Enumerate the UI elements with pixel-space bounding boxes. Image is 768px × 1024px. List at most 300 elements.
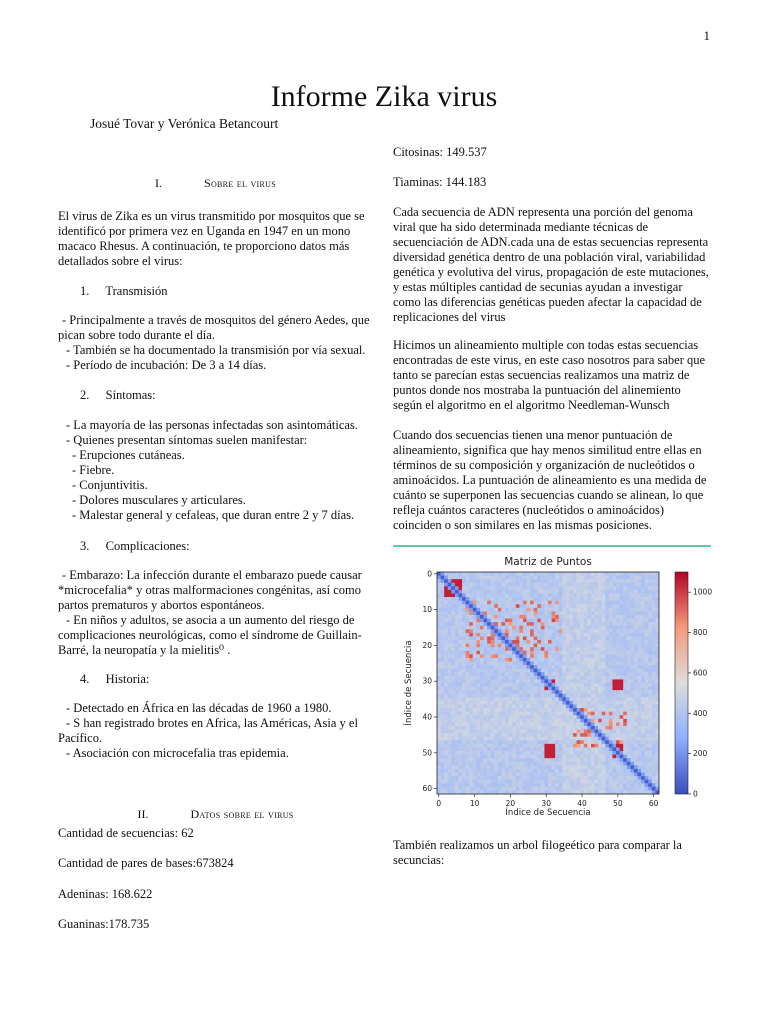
heatmap-cell [441,576,445,580]
heatmap-cell [648,586,652,590]
heatmap-cell [480,593,484,597]
heatmap-cell [494,783,498,787]
heatmap-cell [630,697,634,701]
heatmap-cell [559,687,563,691]
heatmap-cell [476,619,480,623]
heatmap-cell [491,679,495,683]
heatmap-cell [476,690,480,694]
heatmap-cell [534,726,538,730]
heatmap-cell [509,586,513,590]
heatmap-cell [638,576,642,580]
heatmap-cell [548,654,552,658]
heatmap-cell [466,644,470,648]
heatmap-cell [462,708,466,712]
heatmap-cell [473,662,477,666]
heatmap-cell [555,608,559,612]
heatmap-cell [441,604,445,608]
heatmap-cell [516,662,520,666]
heatmap-cell [652,712,656,716]
heatmap-cell [469,697,473,701]
heatmap-cell [573,701,577,705]
heatmap-cell [559,608,563,612]
heatmap-cell [491,633,495,637]
heatmap-cell [469,733,473,737]
heatmap-cell [451,701,455,705]
heatmap-cell [466,593,470,597]
heatmap-cell [491,601,495,605]
heatmap-cell [458,719,462,723]
heatmap-cell [527,579,531,583]
heatmap-cell [530,593,534,597]
heatmap-cell [634,665,638,669]
heatmap-cell [534,604,538,608]
heatmap-cell [620,608,624,612]
heatmap-cell [630,676,634,680]
heatmap-cell [537,744,541,748]
heatmap-cell [473,608,477,612]
heatmap-cell [552,615,556,619]
heatmap-cell [627,590,631,594]
heatmap-cell [541,662,545,666]
heatmap-cell [512,636,516,640]
heatmap-cell [494,669,498,673]
heatmap-cell [648,593,652,597]
heatmap-cell [627,694,631,698]
heatmap-cell [638,597,642,601]
heatmap-cell [552,773,556,777]
heatmap-cell [491,597,495,601]
heatmap-cell [448,690,452,694]
heatmap-cell [630,662,634,666]
heatmap-cell [555,694,559,698]
heatmap-cell [555,690,559,694]
heatmap-cell [652,722,656,726]
heatmap-cell [458,579,462,583]
heatmap-cell [523,787,527,791]
heatmap-cell [509,622,513,626]
heatmap-cell [501,662,505,666]
heatmap-cell [595,701,599,705]
heatmap-cell [630,608,634,612]
heatmap-cell [466,626,470,630]
heatmap-cell [441,665,445,669]
heatmap-cell [634,601,638,605]
heatmap-cell [462,633,466,637]
heatmap-cell [441,762,445,766]
heatmap-cell [652,579,656,583]
heatmap-cell [559,783,563,787]
heatmap-cell [444,572,448,576]
heatmap-cell [473,773,477,777]
heatmap-cell [455,708,459,712]
heatmap-cell [519,629,523,633]
subheading-label: Historia: [105,672,150,686]
heatmap-cell [437,640,441,644]
heatmap-cell [476,708,480,712]
heatmap-cell [491,590,495,594]
heatmap-cell [627,658,631,662]
heatmap-cell [512,619,516,623]
heatmap-cell [602,590,606,594]
heatmap-cell [498,579,502,583]
heatmap-cell [476,769,480,773]
heatmap-cell [473,658,477,662]
heatmap-cell [609,687,613,691]
heatmap-cell [598,730,602,734]
heatmap-cell [473,704,477,708]
heatmap-cell [455,722,459,726]
heatmap-cell [441,694,445,698]
heatmap-cell [591,769,595,773]
heatmap-cell [544,662,548,666]
heatmap-cell [451,633,455,637]
heatmap-cell [652,787,656,791]
heatmap-cell [584,737,588,741]
heatmap-cell [501,751,505,755]
heatmap-cell [580,636,584,640]
heatmap-cell [580,747,584,751]
heatmap-cell [484,654,488,658]
heatmap-cell [580,604,584,608]
heatmap-cell [441,697,445,701]
heatmap-cell [498,730,502,734]
heatmap-cell [448,576,452,580]
heatmap-cell [630,640,634,644]
heatmap-cell [469,773,473,777]
stat-line: Guaninas:178.735 [58,917,150,931]
heatmap-cell [519,654,523,658]
heatmap-cell [620,658,624,662]
heatmap-cell [448,626,452,630]
heatmap-cell [612,636,616,640]
list-item: - Asociación con microcefalia tras epidemia. [66,746,289,760]
heatmap-cell [476,615,480,619]
heatmap-cell [548,572,552,576]
heatmap-cell [501,683,505,687]
heatmap-cell [630,576,634,580]
heatmap-cell [562,662,566,666]
heatmap-cell [469,780,473,784]
heatmap-cell [584,626,588,630]
heatmap-cell [620,780,624,784]
heatmap-cell [484,758,488,762]
heatmap-cell [562,730,566,734]
heatmap-cell [591,701,595,705]
heatmap-cell [577,626,581,630]
heatmap-cell [605,586,609,590]
heatmap-cell [584,579,588,583]
heatmap-cell [569,601,573,605]
heatmap-cell [441,633,445,637]
heatmap-cell [555,672,559,676]
heatmap-cell [645,672,649,676]
heatmap-cell [455,787,459,791]
heatmap-cell [652,593,656,597]
heatmap-cell [537,593,541,597]
heatmap-cell [512,662,516,666]
heatmap-cell [638,719,642,723]
heatmap-cell [498,687,502,691]
heatmap-cell [552,665,556,669]
heatmap-cell [602,690,606,694]
heatmap-cell [648,773,652,777]
heatmap-cell [484,572,488,576]
heatmap-cell [652,755,656,759]
heatmap-cell [562,715,566,719]
heatmap-cell [487,780,491,784]
heatmap-cell [609,676,613,680]
heatmap-cell [469,640,473,644]
heatmap-cell [555,586,559,590]
heatmap-cell [609,633,613,637]
heatmap-cell [623,665,627,669]
heatmap-cell [605,676,609,680]
heatmap-cell [634,636,638,640]
heatmap-cell [455,662,459,666]
heatmap-cell [473,651,477,655]
heatmap-cell [523,644,527,648]
heatmap-cell [469,765,473,769]
heatmap-cell [469,654,473,658]
heatmap-cell [638,740,642,744]
heatmap-cell [519,747,523,751]
heatmap-cell [462,737,466,741]
heatmap-cell [444,787,448,791]
heatmap-cell [548,733,552,737]
heatmap-cell [466,783,470,787]
heatmap-cell [638,626,642,630]
heatmap-cell [466,719,470,723]
heatmap-cell [627,773,631,777]
heatmap-cell [480,719,484,723]
heatmap-cell [516,733,520,737]
heatmap-cell [473,687,477,691]
heatmap-cell [519,697,523,701]
heatmap-cell [602,626,606,630]
heatmap-cell [544,579,548,583]
heatmap-cell [484,611,488,615]
heatmap-cell [444,647,448,651]
heatmap-cell [541,683,545,687]
heatmap-cell [480,662,484,666]
heatmap-cell [534,615,538,619]
heatmap-cell [441,758,445,762]
heatmap-cell [509,662,513,666]
heatmap-cell [466,687,470,691]
heatmap-cell [527,654,531,658]
heatmap-cell [509,579,513,583]
heatmap-cell [494,762,498,766]
heatmap-cell [505,747,509,751]
heatmap-cell [462,601,466,605]
heatmap-cell [548,647,552,651]
heatmap-cell [469,644,473,648]
heatmap-cell [458,726,462,730]
heatmap-cell [584,676,588,680]
heatmap-cell [555,590,559,594]
heatmap-cell [612,758,616,762]
heatmap-cell [623,626,627,630]
heatmap-cell [609,629,613,633]
heatmap-cell [598,644,602,648]
heatmap-cell [530,712,534,716]
heatmap-cell [469,647,473,651]
heatmap-cell [451,783,455,787]
heatmap-cell [641,622,645,626]
heatmap-cell [469,615,473,619]
heatmap-cell [555,708,559,712]
heatmap-cell [616,658,620,662]
heatmap-cell [484,665,488,669]
heatmap-cell [541,633,545,637]
heatmap-cell [476,765,480,769]
heatmap-cell [605,683,609,687]
heatmap-cell [512,694,516,698]
heatmap-cell [516,583,520,587]
heatmap-cell [466,762,470,766]
heatmap-cell [458,622,462,626]
heatmap-cell [569,633,573,637]
heatmap-cell [491,629,495,633]
heatmap-cell [541,780,545,784]
heatmap-cell [458,672,462,676]
heatmap-cell [455,769,459,773]
heatmap-cell [534,590,538,594]
heatmap-cell [591,611,595,615]
heatmap-cell [577,636,581,640]
heatmap-cell [580,733,584,737]
heatmap-cell [498,647,502,651]
heatmap-cell [616,622,620,626]
heatmap-cell [512,604,516,608]
heatmap-cell [451,758,455,762]
heatmap-cell [566,633,570,637]
heatmap-cell [480,758,484,762]
heatmap-cell [645,690,649,694]
heatmap-cell [458,715,462,719]
heatmap-cell [598,662,602,666]
heatmap-cell [444,780,448,784]
heatmap-cell [437,583,441,587]
heatmap-cell [498,719,502,723]
heatmap-cell [584,658,588,662]
heatmap-cell [641,658,645,662]
heatmap-cell [580,676,584,680]
heatmap-cell [605,654,609,658]
heatmap-cell [620,687,624,691]
heatmap-cell [537,755,541,759]
heatmap-cell [612,601,616,605]
heatmap-cell [487,619,491,623]
heatmap-cell [458,626,462,630]
heatmap-cell [548,669,552,673]
heatmap-cell [458,601,462,605]
heatmap-cell [616,690,620,694]
heatmap-cell [638,572,642,576]
heatmap-cell [569,619,573,623]
heatmap-cell [623,679,627,683]
heatmap-cell [587,697,591,701]
heatmap-cell [523,626,527,630]
heatmap-cell [577,622,581,626]
heatmap-cell [512,762,516,766]
heatmap-cell [441,751,445,755]
heatmap-cell [555,597,559,601]
heatmap-cell [469,737,473,741]
heatmap-cell [595,640,599,644]
list-item: - La mayoría de las personas infectadas son asintomáticas. [66,418,358,432]
heatmap-cell [648,601,652,605]
heatmap-cell [448,651,452,655]
heatmap-cell [638,672,642,676]
heatmap-cell [537,712,541,716]
heatmap-cell [519,687,523,691]
heatmap-cell [623,658,627,662]
heatmap-cell [630,701,634,705]
heatmap-cell [627,765,631,769]
heatmap-cell [609,780,613,784]
heatmap-cell [562,586,566,590]
heatmap-cell [638,640,642,644]
x-tick-label: 0 [436,799,442,808]
heatmap-cell [559,769,563,773]
heatmap-cell [569,708,573,712]
heatmap-cell [645,769,649,773]
heatmap-cell [541,640,545,644]
stat-line: Citosinas: 149.537 [393,145,487,159]
heatmap-cell [577,780,581,784]
list-item: - Período de incubación: De 3 a 14 días. [66,358,267,372]
heatmap-cell [527,712,531,716]
heatmap-cell [458,751,462,755]
heatmap-cell [501,755,505,759]
heatmap-cell [609,583,613,587]
heatmap-cell [598,687,602,691]
heatmap-cell [484,722,488,726]
heatmap-cell [519,597,523,601]
heatmap-cell [548,787,552,791]
heatmap-cell [491,773,495,777]
heatmap-cell [544,687,548,691]
heatmap-cell [458,722,462,726]
heatmap-cell [484,765,488,769]
heatmap-cell [473,601,477,605]
heatmap-cell [641,665,645,669]
heatmap-cell [437,719,441,723]
heatmap-cell [630,755,634,759]
heatmap-cell [512,572,516,576]
heatmap-cell [484,619,488,623]
heatmap-cell [609,697,613,701]
heatmap-cell [501,715,505,719]
heatmap-cell [648,669,652,673]
heatmap-cell [630,679,634,683]
heatmap-cell [444,730,448,734]
heatmap-cell [512,744,516,748]
heatmap-cell [537,733,541,737]
heatmap-cell [634,644,638,648]
heatmap-cell [648,751,652,755]
heatmap-cell [534,744,538,748]
heatmap-cell [534,601,538,605]
heatmap-cell [523,662,527,666]
heatmap-cell [441,640,445,644]
heatmap-cell [623,712,627,716]
heatmap-cell [580,633,584,637]
heatmap-cell [641,604,645,608]
heatmap-cell [573,586,577,590]
heatmap-cell [634,608,638,612]
